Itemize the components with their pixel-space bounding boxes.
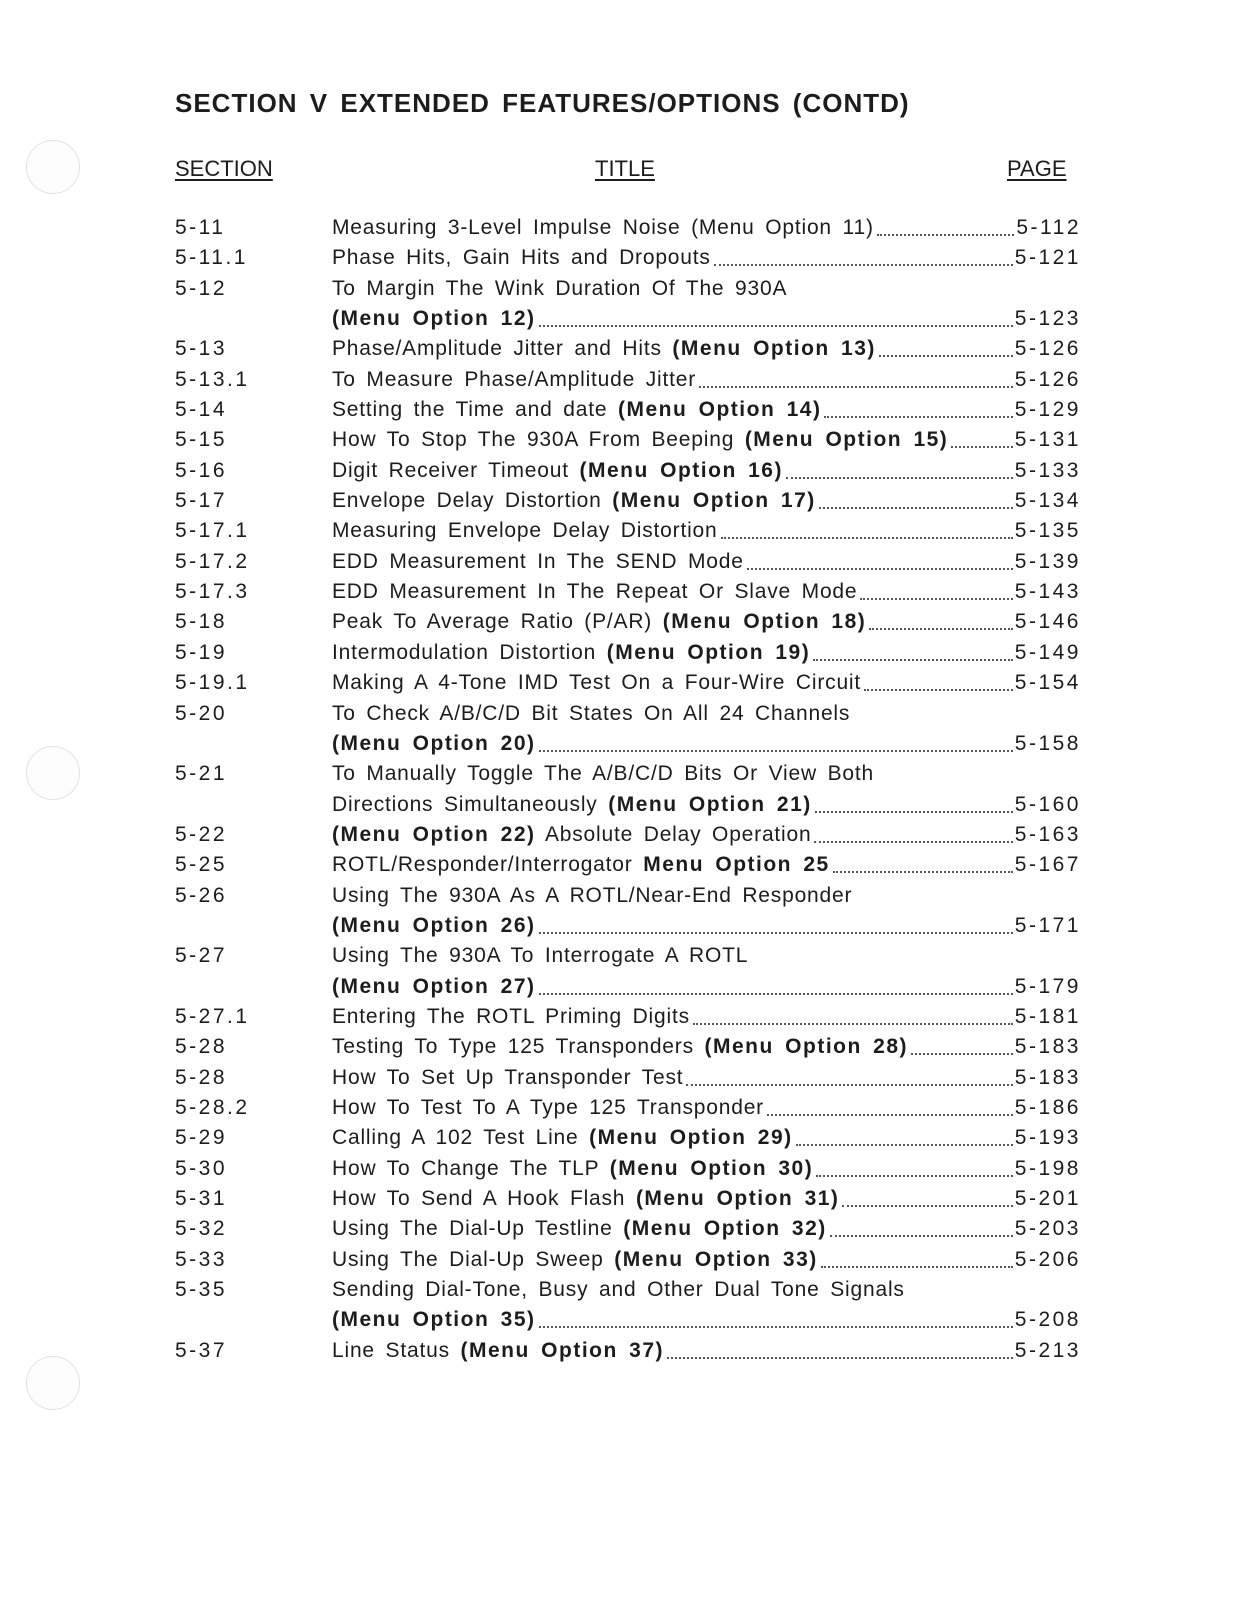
page-number: 5-181 bbox=[1014, 1004, 1081, 1028]
dot-leader bbox=[539, 750, 1013, 752]
page-number: 5-183 bbox=[1014, 1035, 1081, 1059]
entry-title bbox=[332, 274, 787, 304]
section-number: 5-13 bbox=[175, 337, 228, 361]
entry-title bbox=[332, 1305, 536, 1335]
toc-line bbox=[175, 699, 1081, 729]
title-text: How To Set Up Transponder Test bbox=[332, 1065, 684, 1089]
toc-line bbox=[175, 820, 1081, 850]
entry-title bbox=[332, 577, 857, 607]
menu-option-text: (Menu Option 28) bbox=[704, 1035, 909, 1059]
page-number: 5-203 bbox=[1014, 1217, 1081, 1241]
toc-line bbox=[175, 1245, 1081, 1275]
entry-content bbox=[332, 1154, 1081, 1184]
page-number: 5-139 bbox=[1014, 549, 1081, 573]
menu-option-text: (Menu Option 16) bbox=[579, 458, 783, 482]
menu-option-text: (Menu Option 13) bbox=[672, 337, 876, 361]
title-text: ROTL/Responder/Interrogator bbox=[332, 853, 644, 877]
section-number: 5-20 bbox=[175, 701, 228, 725]
entry-title bbox=[332, 365, 696, 395]
toc-line bbox=[175, 1123, 1081, 1153]
section-number: 5-17 bbox=[175, 489, 228, 513]
section-number: 5-27.1 bbox=[175, 1004, 250, 1028]
entry-content bbox=[332, 1093, 1081, 1123]
dot-leader bbox=[693, 1023, 1013, 1025]
toc-line bbox=[175, 395, 1081, 425]
entry-content bbox=[332, 850, 1081, 880]
title-text: Measuring 3-Level Impulse Noise (Menu Option 11) bbox=[332, 216, 874, 239]
section-number: 5-33 bbox=[175, 1247, 228, 1271]
section-number: 5-27 bbox=[175, 944, 228, 968]
toc-line bbox=[175, 850, 1081, 880]
entry-title bbox=[332, 1032, 908, 1062]
menu-option-text: (Menu Option 20) bbox=[332, 731, 536, 755]
menu-option-text: (Menu Option 33) bbox=[614, 1247, 818, 1271]
menu-option-text: (Menu Option 17) bbox=[612, 489, 816, 513]
page-number: 5-206 bbox=[1014, 1247, 1081, 1271]
title-text: To Margin The Wink Duration Of The 930A bbox=[332, 276, 788, 300]
title-text: Calling A 102 Test Line bbox=[332, 1126, 590, 1150]
dot-leader bbox=[819, 507, 1013, 509]
entry-content bbox=[332, 456, 1081, 486]
section-number: 5-35 bbox=[175, 1278, 228, 1302]
menu-option-text: (Menu Option 29) bbox=[589, 1126, 793, 1150]
dot-leader bbox=[721, 537, 1013, 539]
dot-leader bbox=[539, 993, 1013, 995]
section-number: 5-11.1 bbox=[175, 246, 248, 270]
dot-leader bbox=[747, 568, 1013, 570]
page-number: 5-143 bbox=[1014, 580, 1081, 604]
binder-hole bbox=[26, 1356, 80, 1410]
entry-content bbox=[332, 243, 1081, 273]
menu-option-text: (Menu Option 30) bbox=[609, 1156, 814, 1180]
section-number: 5-17.3 bbox=[175, 580, 250, 604]
dot-leader bbox=[539, 325, 1013, 327]
entry-content bbox=[332, 820, 1081, 850]
title-text: Phase/Amplitude Jitter and Hits bbox=[332, 337, 673, 361]
toc-line bbox=[175, 213, 1081, 243]
entry-content bbox=[332, 1305, 1081, 1335]
section-number: 5-22 bbox=[175, 822, 228, 846]
entry-title bbox=[332, 1093, 764, 1123]
toc-list bbox=[175, 213, 1081, 1366]
entry-title bbox=[332, 699, 850, 729]
entry-title bbox=[332, 547, 744, 577]
entry-content bbox=[332, 425, 1081, 455]
entry-content bbox=[332, 213, 1081, 243]
title-text: EDD Measurement In The SEND Mode bbox=[332, 549, 744, 573]
toc-line bbox=[175, 547, 1081, 577]
menu-option-text: (Menu Option 18) bbox=[662, 610, 867, 634]
entry-title bbox=[332, 638, 810, 668]
dot-leader bbox=[786, 477, 1013, 479]
title-text: Directions Simultaneously bbox=[332, 792, 609, 816]
section-number: 5-32 bbox=[175, 1217, 228, 1241]
entry-content bbox=[332, 1123, 1081, 1153]
dot-leader bbox=[667, 1357, 1013, 1359]
entry-title bbox=[332, 759, 874, 789]
title-text: To Manually Toggle The A/B/C/D Bits Or View Both bbox=[332, 762, 874, 786]
entry-title bbox=[332, 850, 830, 880]
entry-content bbox=[332, 304, 1081, 334]
title-text: Line Status bbox=[332, 1338, 461, 1362]
toc-line bbox=[175, 274, 1081, 304]
toc-line bbox=[175, 1002, 1081, 1032]
section-number: 5-19 bbox=[175, 640, 228, 664]
toc-line bbox=[175, 425, 1081, 455]
toc-line bbox=[175, 668, 1081, 698]
title-text: Entering The ROTL Priming Digits bbox=[332, 1004, 690, 1028]
dot-leader bbox=[911, 1053, 1013, 1055]
title-text: Testing To Type 125 Transponders bbox=[332, 1035, 705, 1059]
entry-title bbox=[332, 304, 536, 334]
entry-content bbox=[332, 881, 1081, 911]
page-number: 5-126 bbox=[1014, 337, 1081, 361]
dot-leader bbox=[879, 355, 1013, 357]
entry-content bbox=[332, 365, 1081, 395]
entry-title bbox=[332, 1123, 793, 1153]
toc-line bbox=[175, 304, 1081, 334]
title-text: To Check A/B/C/D Bit States On All 24 Channels bbox=[332, 701, 851, 725]
toc-line bbox=[175, 1063, 1081, 1093]
page-number: 5-123 bbox=[1014, 307, 1081, 331]
entry-title bbox=[332, 881, 852, 911]
section-number: 5-28 bbox=[175, 1065, 228, 1089]
section-number: 5-15 bbox=[175, 428, 228, 452]
page-number: 5-171 bbox=[1014, 913, 1081, 937]
dot-leader bbox=[824, 416, 1012, 418]
binder-hole bbox=[26, 746, 80, 800]
title-text: Setting the Time and date bbox=[332, 398, 618, 422]
toc-line bbox=[175, 759, 1081, 789]
dot-leader bbox=[796, 1144, 1013, 1146]
binder-hole bbox=[26, 140, 80, 194]
page-number: 5-163 bbox=[1014, 822, 1081, 846]
title-text: Intermodulation Distortion bbox=[332, 640, 607, 664]
menu-option-text: (Menu Option 15) bbox=[744, 428, 949, 452]
title-text: Using The 930A To Interrogate A ROTL bbox=[332, 944, 749, 968]
entry-content bbox=[332, 790, 1081, 820]
page-number: 5-135 bbox=[1014, 519, 1081, 543]
entry-content bbox=[332, 1002, 1081, 1032]
section-number: 5-13.1 bbox=[175, 367, 250, 391]
entry-title bbox=[332, 486, 816, 516]
page-number: 5-167 bbox=[1014, 853, 1081, 877]
toc-line bbox=[175, 577, 1081, 607]
dot-leader bbox=[699, 386, 1013, 388]
section-number: 5-19.1 bbox=[175, 671, 250, 695]
section-number: 5-14 bbox=[175, 398, 228, 422]
entry-content bbox=[332, 274, 1081, 304]
entry-title bbox=[332, 243, 711, 273]
page-number: 5-112 bbox=[1016, 216, 1081, 239]
entry-content bbox=[332, 1336, 1081, 1366]
entry-content bbox=[332, 1032, 1081, 1062]
title-text: How To Stop The 930A From Beeping bbox=[332, 428, 745, 452]
entry-content bbox=[332, 577, 1081, 607]
entry-content bbox=[332, 941, 1081, 971]
section-number: 5-11 bbox=[175, 216, 226, 239]
page-number: 5-158 bbox=[1014, 731, 1081, 755]
entry-title bbox=[332, 334, 876, 364]
page-number: 5-146 bbox=[1014, 610, 1081, 634]
menu-option-text: (Menu Option 19) bbox=[606, 640, 811, 664]
entry-title bbox=[332, 607, 866, 637]
toc-line bbox=[175, 790, 1081, 820]
title-text: Peak To Average Ratio (P/AR) bbox=[332, 610, 663, 634]
menu-option-text: (Menu Option 37) bbox=[460, 1338, 665, 1362]
entry-title bbox=[332, 1245, 818, 1275]
dot-leader bbox=[821, 1266, 1013, 1268]
entry-content bbox=[332, 1245, 1081, 1275]
title-text: To Measure Phase/Amplitude Jitter bbox=[332, 367, 697, 391]
page-number: 5-201 bbox=[1014, 1187, 1081, 1210]
entry-content bbox=[332, 1184, 1081, 1214]
dot-leader bbox=[814, 841, 1012, 843]
page-number: 5-154 bbox=[1014, 671, 1081, 695]
dot-leader bbox=[877, 234, 1015, 236]
title-text: Using The 930A As A ROTL/Near-End Responder bbox=[332, 883, 853, 907]
entry-content bbox=[332, 638, 1081, 668]
toc-line bbox=[175, 456, 1081, 486]
page-number: 5-213 bbox=[1014, 1338, 1081, 1362]
page-number: 5-183 bbox=[1014, 1065, 1081, 1089]
page-number: 5-131 bbox=[1014, 428, 1081, 452]
entry-title bbox=[332, 668, 861, 698]
toc-line bbox=[175, 516, 1081, 546]
entry-title bbox=[332, 1336, 664, 1366]
entry-content bbox=[332, 395, 1081, 425]
dot-leader bbox=[539, 1326, 1013, 1328]
menu-option-text: (Menu Option 26) bbox=[332, 913, 536, 937]
page-number: 5-208 bbox=[1014, 1308, 1081, 1332]
toc-line bbox=[175, 243, 1081, 273]
title-text: Making A 4-Tone IMD Test On a Four-Wire Circuit bbox=[332, 671, 862, 695]
entry-content bbox=[332, 911, 1081, 941]
entry-content bbox=[332, 486, 1081, 516]
entry-title bbox=[332, 395, 821, 425]
menu-option-text: (Menu Option 31) bbox=[635, 1187, 840, 1210]
dot-leader bbox=[842, 1205, 1012, 1207]
entry-content bbox=[332, 729, 1081, 759]
section-number: 5-25 bbox=[175, 853, 228, 877]
title-text: Sending Dial-Tone, Busy and Other Dual Tone Signals bbox=[332, 1278, 905, 1302]
dot-leader bbox=[816, 1175, 1013, 1177]
entry-title bbox=[332, 1002, 690, 1032]
title-text: Phase Hits, Gain Hits and Dropouts bbox=[332, 246, 711, 270]
menu-option-text: (Menu Option 22) bbox=[332, 822, 536, 846]
title-text: How To Test To A Type 125 Transponder bbox=[332, 1095, 764, 1119]
section-number: 5-28.2 bbox=[175, 1095, 250, 1119]
entry-content bbox=[332, 1275, 1081, 1305]
toc-line bbox=[175, 607, 1081, 637]
section-number: 5-18 bbox=[175, 610, 228, 634]
entry-content bbox=[332, 334, 1081, 364]
entry-title bbox=[332, 1063, 683, 1093]
entry-title bbox=[332, 972, 536, 1002]
menu-option-text: Menu Option 25 bbox=[643, 853, 830, 877]
page-number: 5-134 bbox=[1014, 489, 1081, 513]
column-header-page: PAGE bbox=[1007, 156, 1067, 181]
dot-leader bbox=[815, 811, 1013, 813]
title-text: EDD Measurement In The Repeat Or Slave Mode bbox=[332, 580, 858, 604]
title-text: Digit Receiver Timeout bbox=[332, 458, 580, 482]
toc-line bbox=[175, 911, 1081, 941]
section-number: 5-29 bbox=[175, 1126, 228, 1150]
entry-title bbox=[332, 1214, 827, 1244]
menu-option-text: (Menu Option 32) bbox=[623, 1217, 827, 1241]
title-text: Envelope Delay Distortion bbox=[332, 489, 613, 513]
dot-leader bbox=[860, 598, 1012, 600]
toc-line bbox=[175, 334, 1081, 364]
dot-leader bbox=[830, 1235, 1013, 1237]
title-text: How To Change The TLP bbox=[332, 1156, 610, 1180]
entry-content bbox=[332, 972, 1081, 1002]
dot-leader bbox=[869, 628, 1013, 630]
toc-line bbox=[175, 1336, 1081, 1366]
page-number: 5-186 bbox=[1014, 1095, 1081, 1119]
dot-leader bbox=[686, 1084, 1012, 1086]
menu-option-text: (Menu Option 12) bbox=[332, 307, 536, 331]
toc-line bbox=[175, 1275, 1081, 1305]
menu-option-text: (Menu Option 35) bbox=[332, 1308, 536, 1332]
column-header-section: SECTION bbox=[175, 156, 273, 181]
dot-leader bbox=[833, 871, 1013, 873]
dot-leader bbox=[539, 932, 1013, 934]
title-text: Using The Dial-Up Testline bbox=[332, 1217, 624, 1241]
section-number: 5-16 bbox=[175, 458, 228, 482]
section-number: 5-30 bbox=[175, 1156, 228, 1180]
column-header-title: TITLE bbox=[595, 156, 655, 181]
page-number: 5-160 bbox=[1014, 792, 1081, 816]
title-text: How To Send A Hook Flash bbox=[332, 1187, 636, 1210]
toc-line bbox=[175, 1184, 1081, 1214]
title-text: Absolute Delay Operation bbox=[535, 822, 812, 846]
entry-title bbox=[332, 820, 811, 850]
toc-line bbox=[175, 729, 1081, 759]
entry-content bbox=[332, 668, 1081, 698]
toc-line bbox=[175, 972, 1081, 1002]
page-number: 5-129 bbox=[1014, 398, 1081, 422]
toc-line bbox=[175, 1214, 1081, 1244]
entry-title bbox=[332, 1184, 839, 1214]
toc-line bbox=[175, 638, 1081, 668]
page-number: 5-198 bbox=[1014, 1156, 1081, 1180]
page-number: 5-149 bbox=[1014, 640, 1081, 664]
page-number: 5-193 bbox=[1014, 1126, 1081, 1150]
entry-title bbox=[332, 516, 718, 546]
entry-title bbox=[332, 790, 812, 820]
entry-content bbox=[332, 516, 1081, 546]
toc-line bbox=[175, 365, 1081, 395]
entry-content bbox=[332, 607, 1081, 637]
dot-leader bbox=[813, 659, 1013, 661]
entry-title bbox=[332, 213, 874, 243]
section-number: 5-31 bbox=[175, 1187, 228, 1210]
entry-title bbox=[332, 941, 748, 971]
section-number: 5-28 bbox=[175, 1035, 228, 1059]
dot-leader bbox=[864, 689, 1013, 691]
entry-title bbox=[332, 1154, 813, 1184]
toc-line bbox=[175, 1154, 1081, 1184]
entry-content bbox=[332, 1063, 1081, 1093]
entry-title bbox=[332, 425, 948, 455]
entry-content bbox=[332, 759, 1081, 789]
page-heading: SECTION V EXTENDED FEATURES/OPTIONS (CONTD) bbox=[175, 88, 910, 118]
toc-line bbox=[175, 881, 1081, 911]
dot-leader bbox=[767, 1114, 1013, 1116]
toc-line bbox=[175, 1093, 1081, 1123]
page-number: 5-133 bbox=[1014, 458, 1081, 482]
section-number: 5-12 bbox=[175, 276, 228, 300]
entry-title bbox=[332, 729, 536, 759]
section-number: 5-37 bbox=[175, 1338, 228, 1362]
dot-leader bbox=[951, 446, 1012, 448]
entry-title bbox=[332, 911, 536, 941]
section-number: 5-26 bbox=[175, 883, 228, 907]
toc-line bbox=[175, 941, 1081, 971]
entry-title bbox=[332, 456, 783, 486]
page-number: 5-121 bbox=[1014, 246, 1081, 270]
section-number: 5-17.2 bbox=[175, 549, 250, 573]
section-number: 5-21 bbox=[175, 762, 228, 786]
toc-line bbox=[175, 1032, 1081, 1062]
title-text: Measuring Envelope Delay Distortion bbox=[332, 519, 718, 543]
entry-title bbox=[332, 1275, 905, 1305]
menu-option-text: (Menu Option 21) bbox=[608, 792, 812, 816]
page-number: 5-126 bbox=[1014, 367, 1081, 391]
menu-option-text: (Menu Option 27) bbox=[332, 974, 536, 998]
toc-line bbox=[175, 1305, 1081, 1335]
title-text: Using The Dial-Up Sweep bbox=[332, 1247, 615, 1271]
toc-line bbox=[175, 486, 1081, 516]
menu-option-text: (Menu Option 14) bbox=[617, 398, 822, 422]
page-number: 5-179 bbox=[1014, 974, 1081, 998]
dot-leader bbox=[714, 264, 1013, 266]
entry-content bbox=[332, 1214, 1081, 1244]
entry-content bbox=[332, 547, 1081, 577]
section-number: 5-17.1 bbox=[175, 519, 250, 543]
entry-content bbox=[332, 699, 1081, 729]
